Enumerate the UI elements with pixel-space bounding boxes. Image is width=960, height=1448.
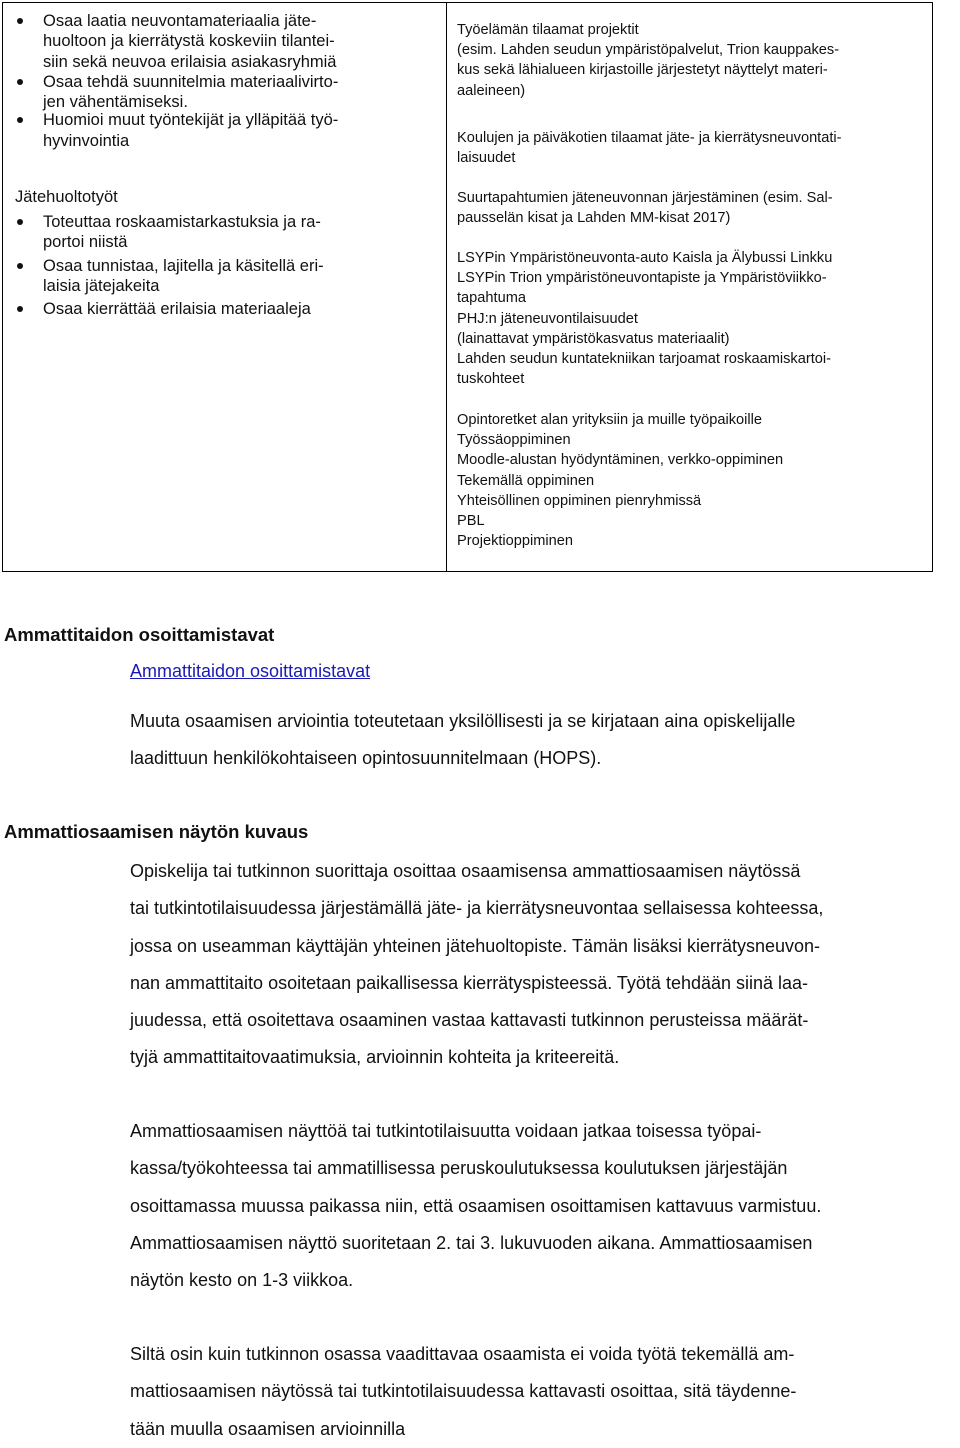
schools-block: Koulujen ja päiväkotien tilaamat jäte- ja kierrätysneuvontati- laisuudet xyxy=(457,130,842,167)
competence-table xyxy=(2,2,933,572)
waste-work-list xyxy=(43,212,324,319)
demonstration-paragraph-3: Siltä osin kuin tutkinnon osassa vaadittavaa osaamista ei voida työtä tekemällä am- mattiosaamisen näytössä tai tutkintotilaisuudessa kattavasti osoittaa, sitä täydenne- tään muulla osaamisen arvioinnilla xyxy=(130,1344,797,1439)
assessment-paragraph: Muuta osaamisen arviointia toteutetaan yksilöllisesti ja se kirjataan aina opiskelijalle laadittuun henkilökohtaiseen opintosuunnitelmaan (HOPS). xyxy=(130,711,796,769)
table-right-column xyxy=(447,3,932,571)
waste-work-heading: Jätehuoltotyöt xyxy=(15,188,118,206)
demonstration-methods-link[interactable]: Ammattitaidon osoittamistavat xyxy=(130,661,371,681)
list-item: Osaa kierrättää erilaisia materiaaleja xyxy=(43,299,324,319)
table-left-column xyxy=(3,3,447,571)
list-item: Osaa laatia neuvontamateriaalia jäte- huoltoon ja kierrätystä koskeviin tilantei- siin sekä neuvoa erilaisia asiakasryhmiä xyxy=(43,12,337,71)
demonstration-paragraph-1: Opiskelija tai tutkinnon suorittaja osoittaa osaamisensa ammattiosaamisen näytössä tai tutkintotilaisuudessa järjestämällä jäte- ja kierrätysneuvontaa sellaisessa kohteessa, jossa on useamman käyttäjän yhteinen jätehuoltopiste. Tämän lisäksi kierrätysneuvon- nan ammattitaito osoitetaan paikallisessa kierrätyspisteessä. Työtä tehdään siinä laa- juudessa, että osoitettava osaaminen vastaa kattavasti tutkinnon perusteissa määrät- tyjä ammattitaitovaatimuksia, arvioinnin kohteita ja kriteereitä. xyxy=(130,861,824,1068)
methods-block: Opintoretket alan yrityksiin ja muille työpaikoille Työssäoppiminen Moodle-alustan hyödyntäminen, verkko-oppiminen Tekemällä oppiminen Yhteisöllinen oppiminen pienryhmissä PBL Projektioppiminen xyxy=(457,412,784,550)
section-heading-demonstration-methods: Ammattitaidon osoittamistavat xyxy=(4,624,275,645)
section-heading-demonstration-description: Ammattiosaamisen näytön kuvaus xyxy=(4,821,309,842)
skills-list xyxy=(43,11,338,151)
events-block: Suurtapahtumien jäteneuvonnan järjestäminen (esim. Sal- pausselän kisat ja Lahden MM-kisat 2017) xyxy=(457,190,833,227)
partners-block: LSYPin Ympäristöneuvonta-auto Kaisla ja Älybussi Linkku LSYPin Trion ympäristöneuvontapiste ja Ympäristöviikko- tapahtuma PHJ:n jäteneuvontilaisuudet (lainattavat ympäristökasvatus materiaalit) Lahden seudun kuntatekniikan tarjoamat roskaamiskartoi- tuskohteet xyxy=(457,250,833,388)
projects-block: Työelämän tilaamat projektit (esim. Lahden seudun ympäristöpalvelut, Trion kauppakes- kus sekä lähialueen kirjastoille järjestetyt näyttelyt materi- aaleineen) xyxy=(457,22,840,99)
list-item: Toteuttaa roskaamistarkastuksia ja ra- portoi niistä xyxy=(43,212,324,253)
demonstration-paragraph-2: Ammattiosaamisen näyttöä tai tutkintotilaisuutta voidaan jatkaa toisessa työpai- kassa/työkohteessa tai ammatillisessa peruskoulutuksessa koulutuksen järjestäjän osoittamassa muussa paikassa niin, että osaamisen osoittamisen kattavuus varmistuu. Ammattiosaamisen näyttö suoritetaan 2. tai 3. lukuvuoden aikana. Ammattiosaamisen näytön kesto on 1-3 viikkoa. xyxy=(130,1121,822,1291)
list-item: Osaa tunnistaa, lajitella ja käsitellä eri- laisia jätejakeita xyxy=(43,256,324,295)
list-item: Huomioi muut työntekijät ja ylläpitää työ- hyvinvointia xyxy=(43,111,339,150)
list-item: Osaa tehdä suunnitelmia materiaalivirto- jen vähentämiseksi. xyxy=(43,72,339,112)
